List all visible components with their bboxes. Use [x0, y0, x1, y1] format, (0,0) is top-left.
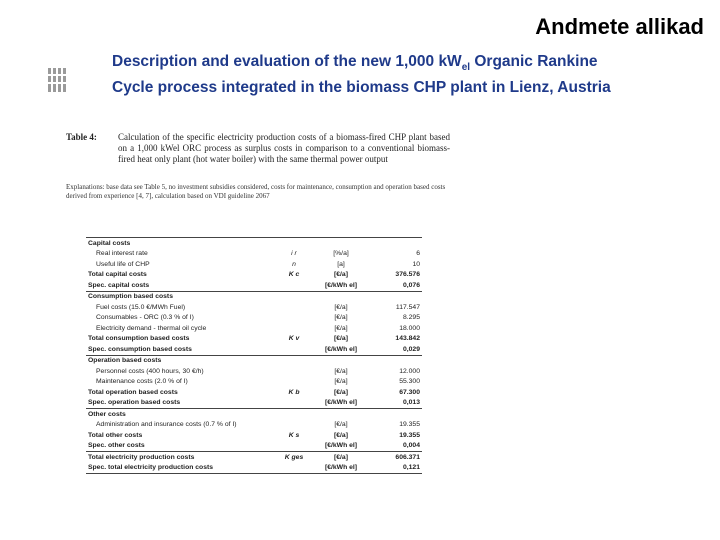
row-value: 0,029: [366, 344, 422, 355]
scanned-table-document: [62, 122, 456, 540]
row-unit: [€/a]: [334, 367, 348, 375]
row-symbol: [272, 398, 316, 409]
row-label: Real interest rate: [96, 250, 148, 258]
row-symbol: n: [292, 260, 296, 268]
table-row: [86, 270, 422, 281]
row-label: Spec. consumption based costs: [86, 344, 272, 355]
table-row: [86, 430, 422, 441]
row-unit: [316, 355, 366, 366]
row-value: [366, 409, 422, 420]
table-row: [86, 323, 422, 334]
row-label: Capital costs: [86, 238, 272, 249]
table-row: [86, 334, 422, 345]
table-row: [86, 409, 422, 420]
row-value: 376.576: [395, 271, 420, 279]
table-row: [86, 398, 422, 409]
table-row: [86, 463, 422, 474]
row-label: Total electricity production costs: [88, 453, 195, 461]
row-symbol: [272, 377, 316, 388]
table-label: Table 4:: [66, 132, 97, 142]
row-symbol: [272, 355, 316, 366]
row-label: Spec. capital costs: [86, 280, 272, 291]
row-value: 55.300: [399, 378, 420, 386]
row-unit: [316, 238, 366, 249]
row-unit: [€/a]: [334, 378, 348, 386]
row-symbol: [272, 238, 316, 249]
logo-icon: [48, 68, 70, 92]
row-value: [366, 291, 422, 302]
row-value: 606.371: [395, 453, 420, 461]
row-unit: [€/a]: [334, 388, 348, 396]
row-label: Spec. operation based costs: [86, 398, 272, 409]
row-value: 0,076: [366, 280, 422, 291]
table-row: [86, 291, 422, 302]
cost-table: [86, 237, 422, 474]
row-label: Fuel costs (15.0 €/MWh Fuel): [96, 303, 186, 311]
row-unit: [€/a]: [334, 421, 348, 429]
table-row: [86, 259, 422, 270]
row-symbol: [272, 441, 316, 452]
row-value: 143.842: [395, 335, 420, 343]
table-explanation: Explanations: base data see Table 5, no investment subsidies considered, costs for maintenance, consumption and operation based costs derived from experience [4, 7], calculation based on VDI guideline 2067: [66, 183, 446, 200]
row-label: Electricity demand - thermal oil cycle: [96, 324, 207, 332]
row-value: 0,121: [366, 463, 422, 474]
table-row: [86, 249, 422, 260]
table-row: [86, 302, 422, 313]
row-symbol: [272, 280, 316, 291]
row-value: 18.000: [399, 324, 420, 332]
row-symbol: i r: [291, 250, 297, 258]
table-row: [86, 355, 422, 366]
slide-subtitle: Description and evaluation of the new 1,000 $kW_{el}$ Organic Rankine Cycle process integrated in the biomass CHP plant in Lienz, Austria: [112, 53, 611, 97]
row-symbol: K c: [288, 271, 300, 279]
row-unit: [€/a]: [334, 324, 348, 332]
table-row: [86, 344, 422, 355]
row-unit: [€/kWh el]: [316, 280, 366, 291]
row-value: 19.355: [399, 431, 420, 439]
table-row: [86, 387, 422, 398]
row-unit: [€/a]: [334, 271, 348, 279]
row-label: Total capital costs: [88, 271, 147, 279]
row-symbol: [272, 409, 316, 420]
row-unit: [€/kWh el]: [316, 398, 366, 409]
table-row: [86, 238, 422, 249]
row-unit: [€/kWh el]: [316, 441, 366, 452]
row-label: Spec. total electricity production costs: [86, 463, 272, 474]
row-value: 8.295: [402, 314, 420, 322]
row-value: 19.355: [399, 421, 420, 429]
row-value: 12.000: [399, 367, 420, 375]
row-value: [366, 355, 422, 366]
row-label: Consumables - ORC (0.3 % of I): [96, 314, 194, 322]
row-unit: [€/kWh el]: [316, 344, 366, 355]
row-value: 0,004: [366, 441, 422, 452]
row-label: Personnel costs (400 hours, 30 €/h): [96, 367, 204, 375]
row-label: Consumption based costs: [88, 293, 173, 301]
row-value: 10: [412, 260, 420, 268]
table-caption: Calculation of the specific electricity production costs of a biomass-fired CHP plant based on a 1,000 kWel ORC process as surplus costs in comparison to a conventional biomass-fired heat only plant (hot water boiler) with the same thermal power output: [118, 132, 450, 164]
row-unit: [316, 291, 366, 302]
row-unit: [€/a]: [334, 335, 348, 343]
row-unit: [€/a]: [334, 431, 348, 439]
row-unit: [a]: [337, 260, 345, 268]
table-row: [86, 377, 422, 388]
row-label: Other costs: [88, 410, 126, 418]
table-row: [86, 420, 422, 431]
row-symbol: [272, 344, 316, 355]
row-symbol: K b: [288, 388, 300, 396]
row-symbol: [272, 291, 316, 302]
row-symbol: [272, 463, 316, 474]
row-unit: [%/a]: [333, 250, 349, 258]
row-unit: [€/a]: [334, 453, 348, 461]
row-unit: [€/kWh el]: [316, 463, 366, 474]
table-row: [86, 441, 422, 452]
row-value: 6: [416, 250, 420, 258]
row-unit: [€/a]: [334, 314, 348, 322]
row-label: Maintenance costs (2.0 % of I): [96, 378, 188, 386]
row-symbol: [272, 323, 316, 334]
row-symbol: [272, 366, 316, 377]
row-label: Spec. other costs: [86, 441, 272, 452]
row-label: Total other costs: [88, 431, 143, 439]
table-row: [86, 313, 422, 324]
table-row: [86, 452, 422, 463]
row-value: 117.547: [395, 303, 420, 311]
slide-title: Andmete allikad: [535, 14, 704, 39]
row-unit: [316, 409, 366, 420]
row-label: Total consumption based costs: [88, 335, 190, 343]
table-row: [86, 366, 422, 377]
table-row: [86, 280, 422, 291]
row-symbol: K v: [288, 335, 300, 343]
row-label: Administration and insurance costs (0.7 % of I): [96, 421, 237, 429]
row-symbol: [272, 420, 316, 431]
row-value: 67.300: [399, 388, 420, 396]
row-symbol: [272, 313, 316, 324]
row-label: Useful life of CHP: [96, 260, 150, 268]
row-value: 0,013: [366, 398, 422, 409]
row-symbol: K s: [288, 431, 300, 439]
row-symbol: [272, 302, 316, 313]
row-unit: [€/a]: [334, 303, 348, 311]
row-label: Operation based costs: [88, 357, 162, 365]
row-symbol: K ges: [284, 453, 304, 461]
row-value: [366, 238, 422, 249]
row-label: Total operation based costs: [88, 388, 178, 396]
